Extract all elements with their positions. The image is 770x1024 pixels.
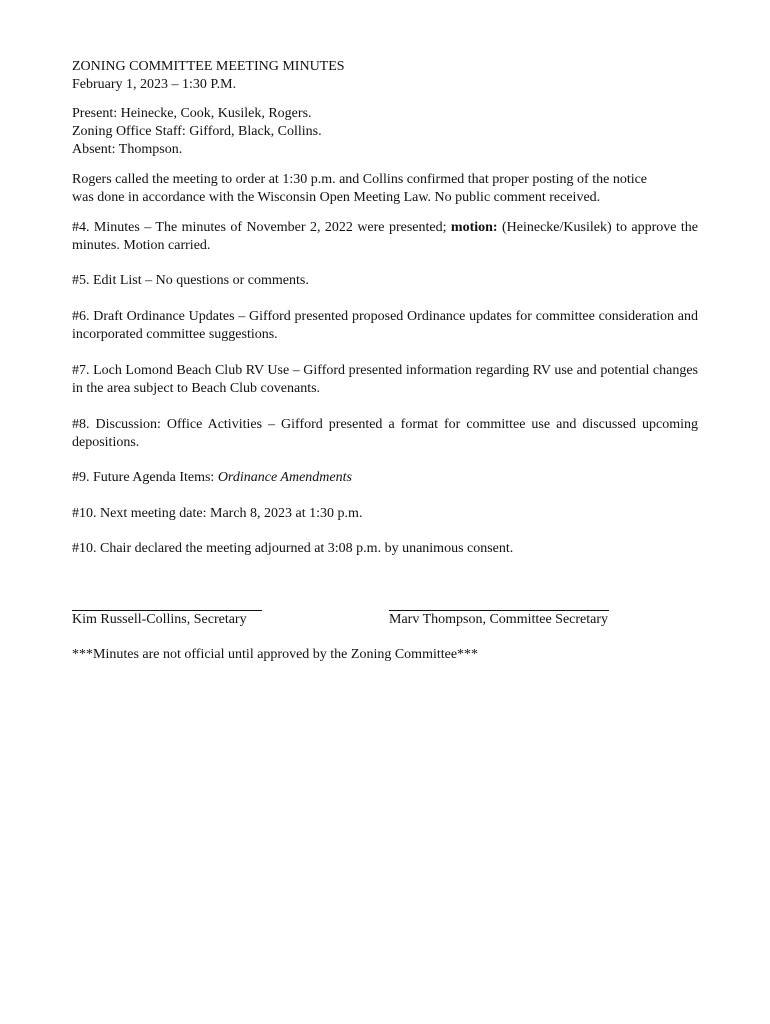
item-5-text: #5. Edit List – No questions or comments. (72, 273, 309, 288)
footer-note (72, 646, 698, 664)
item-8-text: #8. Discussion: Office Activities – Gifford presented a format for committee use and discussed upcoming depositions. (72, 417, 698, 450)
item-4-text: #4. Minutes – The minutes of November 2, 2022 were presented; (72, 220, 451, 235)
item-8-office-activities (72, 416, 698, 452)
item-10-adjournment-text: #10. Chair declared the meeting adjourned at 3:08 p.m. by unanimous consent. (72, 541, 514, 556)
item-7-beach-club (72, 362, 698, 398)
absent-list: Absent: Thompson. (72, 142, 183, 157)
item-10-next-meeting-text: #10. Next meeting date: March 8, 2023 at 1:30 p.m. (72, 506, 363, 521)
attendance-block (72, 105, 698, 159)
item-5-edit-list (72, 272, 698, 290)
call-to-order-line-2: was done in accordance with the Wisconsin Open Meeting Law. No public comment received. (72, 190, 601, 205)
present-list: Present: Heinecke, Cook, Kusilek, Rogers. (72, 106, 312, 121)
signature-name-right: Marv Thompson, Committee Secretary (389, 612, 609, 627)
motion-label: motion: (450, 220, 498, 235)
call-to-order-paragraph (72, 171, 698, 207)
signature-name-left: Kim Russell-Collins, Secretary (72, 612, 247, 627)
staff-list: Zoning Office Staff: Gifford, Black, Collins. (72, 124, 322, 139)
item-6-text: #6. Draft Ordinance Updates – Gifford presented proposed Ordinance updates for committee consideration and incorporated committee suggestions. (72, 309, 698, 342)
document-title: ZONING COMMITTEE MEETING MINUTES (72, 59, 345, 74)
item-4-motion-text: (Heinecke/Kusilek) to approve the minutes. Motion carried. (72, 220, 698, 253)
document-header (72, 58, 698, 94)
item-7-text: #7. Loch Lomond Beach Club RV Use – Gifford presented information regarding RV use and potential changes in the area subject to Beach Club covenants. (72, 363, 698, 396)
footer-note-text: ***Minutes are not official until approved by the Zoning Committee*** (72, 647, 479, 662)
item-4-minutes (72, 219, 698, 255)
item-9-label: #9. Future Agenda Items: (72, 470, 218, 485)
item-10-adjournment (72, 540, 698, 558)
item-9-value: Ordinance Amendments (217, 470, 352, 485)
meeting-date: February 1, 2023 – 1:30 P.M. (72, 77, 237, 92)
call-to-order-line-1: Rogers called the meeting to order at 1:30 p.m. and Collins confirmed that proper posting of the notice (72, 172, 648, 187)
item-10-next-meeting (72, 505, 698, 523)
item-9-future-agenda (72, 469, 698, 487)
item-6-draft-ordinance (72, 308, 698, 344)
